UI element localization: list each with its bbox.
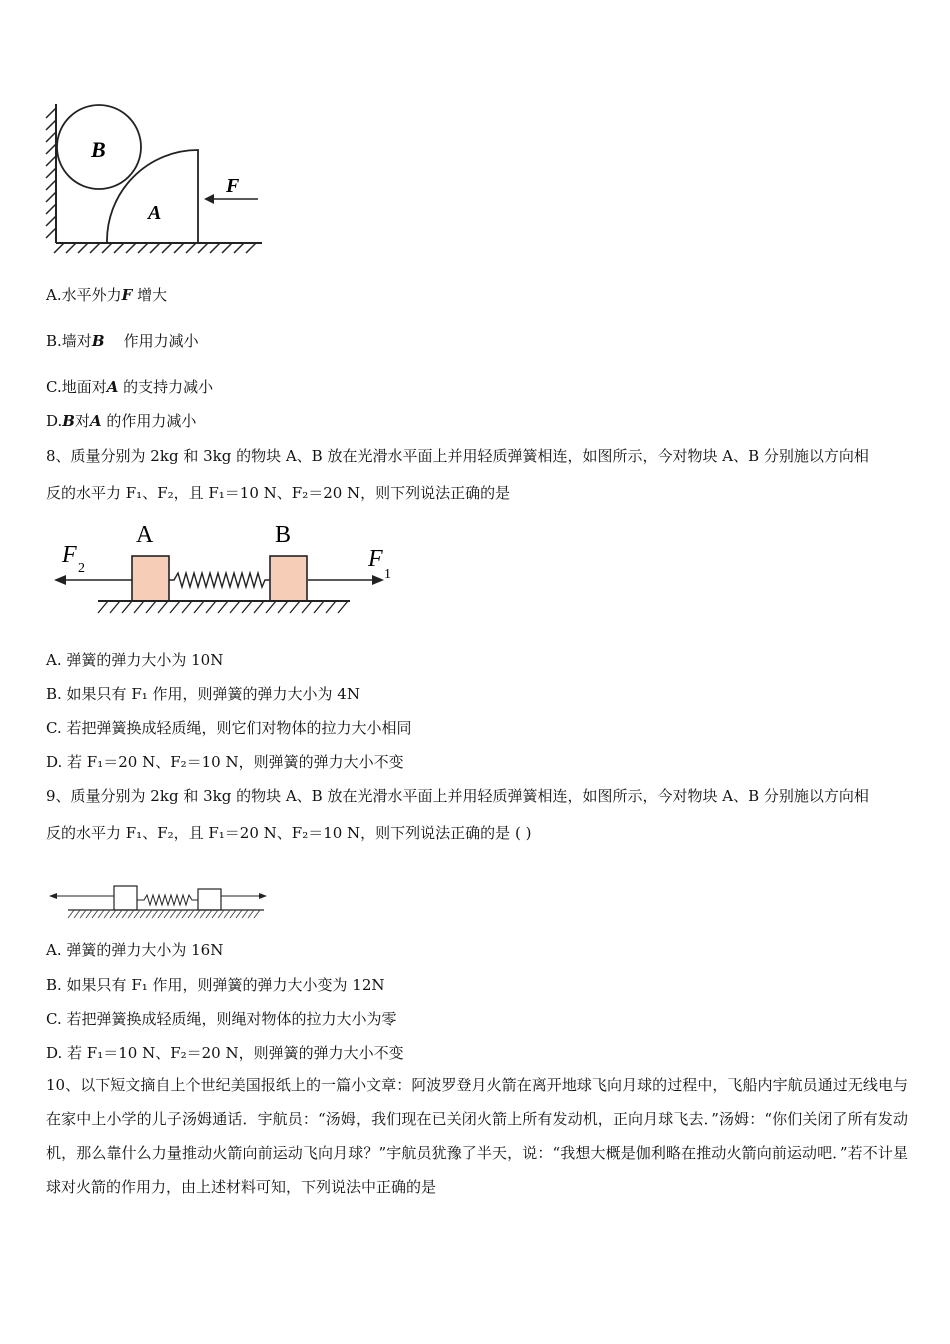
q8-option-a: A. 弹簧的弹力大小为 10N bbox=[46, 651, 224, 669]
q8-option-c: C. 若把弹簧换成轻质绳，则它们对物体的拉力大小相同 bbox=[46, 719, 412, 737]
q7-option-a: A.水平外力F 增大 bbox=[46, 286, 168, 304]
block-left bbox=[114, 886, 137, 910]
q9-option-a: A. 弹簧的弹力大小为 16N bbox=[46, 941, 224, 959]
force-f2-subscript: 2 bbox=[78, 561, 85, 576]
block-b-box bbox=[270, 556, 307, 601]
q8-stem-line1: 8、质量分别为 2kg 和 3kg 的物块 A、B 放在光滑水平面上并用轻质弹簧相连，如图所示，今对物块 A、B 分别施以方向相 bbox=[46, 447, 869, 465]
q7-option-b: B.墙对B 作用力减小 bbox=[46, 332, 199, 350]
q7-option-d: D.B对A 的作用力减小 bbox=[46, 412, 197, 430]
q10-paragraph: 10、以下短文摘自上个世纪美国报纸上的一篇小文章：阿波罗登月火箭在离开地球飞向月球的过程中，飞船内宇航员通过无线电与在家中上小学的儿子汤姆通话．宇航员：“汤姆，我们现在已关闭火箭上所有发动机，正向月球飞去．”汤姆：“你们关闭了所有发动机，那么靠什么力量推动火箭向前运动飞向月球？”宇航员犹豫了半天，说：“我想大概是伽利略在推动火箭向前运动吧．”若不计星球对火箭的作用力，由上述材料可知，下列说法中正确的是 bbox=[46, 1076, 908, 1196]
q8-stem-line2: 反的水平力 F₁、F₂，且 F₁＝10 N、F₂＝20 N，则下列说法正确的是 bbox=[46, 484, 511, 502]
q9-option-d: D. 若 F₁＝10 N、F₂＝20 N，则弹簧的弹力大小不变 bbox=[46, 1044, 404, 1062]
figure-ball-and-block bbox=[40, 98, 270, 258]
block-b-letter: B bbox=[275, 522, 292, 548]
floor-hatching bbox=[54, 243, 262, 253]
q9-option-b: B. 如果只有 F₁ 作用，则弹簧的弹力大小变为 12N bbox=[46, 976, 385, 994]
force-f1-label: F bbox=[368, 546, 383, 572]
q9-stem-line1: 9、质量分别为 2kg 和 3kg 的物块 A、B 放在光滑水平面上并用轻质弹簧相连，如图所示，今对物块 A、B 分别施以方向相 bbox=[46, 787, 869, 805]
force-f2-label: F bbox=[62, 542, 77, 568]
ground-hatching bbox=[98, 601, 348, 613]
force-f1-subscript: 1 bbox=[384, 567, 391, 582]
spring bbox=[169, 573, 270, 587]
block-a-box bbox=[132, 556, 169, 601]
small-ground-hatching bbox=[68, 910, 260, 918]
block-a-letter: A bbox=[136, 522, 154, 548]
wall-hatching bbox=[46, 104, 56, 243]
q8-option-d: D. 若 F₁＝20 N、F₂＝10 N，则弹簧的弹力大小不变 bbox=[46, 753, 404, 771]
q7-option-c: C.地面对A 的支持力减小 bbox=[46, 378, 214, 396]
block-a-label: A bbox=[148, 202, 162, 224]
small-spring bbox=[137, 895, 198, 905]
q9-option-c: C. 若把弹簧换成轻质绳，则绳对物体的拉力大小为零 bbox=[46, 1010, 397, 1028]
figure-spring-blocks-q9 bbox=[46, 880, 271, 922]
q9-stem-line2: 反的水平力 F₁、F₂，且 F₁＝20 N、F₂＝10 N，则下列说法正确的是 ( ) bbox=[46, 824, 532, 842]
figure-spring-blocks-q8 bbox=[50, 518, 410, 618]
q8-option-b: B. 如果只有 F₁ 作用，则弹簧的弹力大小为 4N bbox=[46, 685, 360, 703]
block-right bbox=[198, 889, 221, 910]
ball-b-label: B bbox=[91, 137, 106, 162]
force-f-label: F bbox=[226, 175, 240, 197]
